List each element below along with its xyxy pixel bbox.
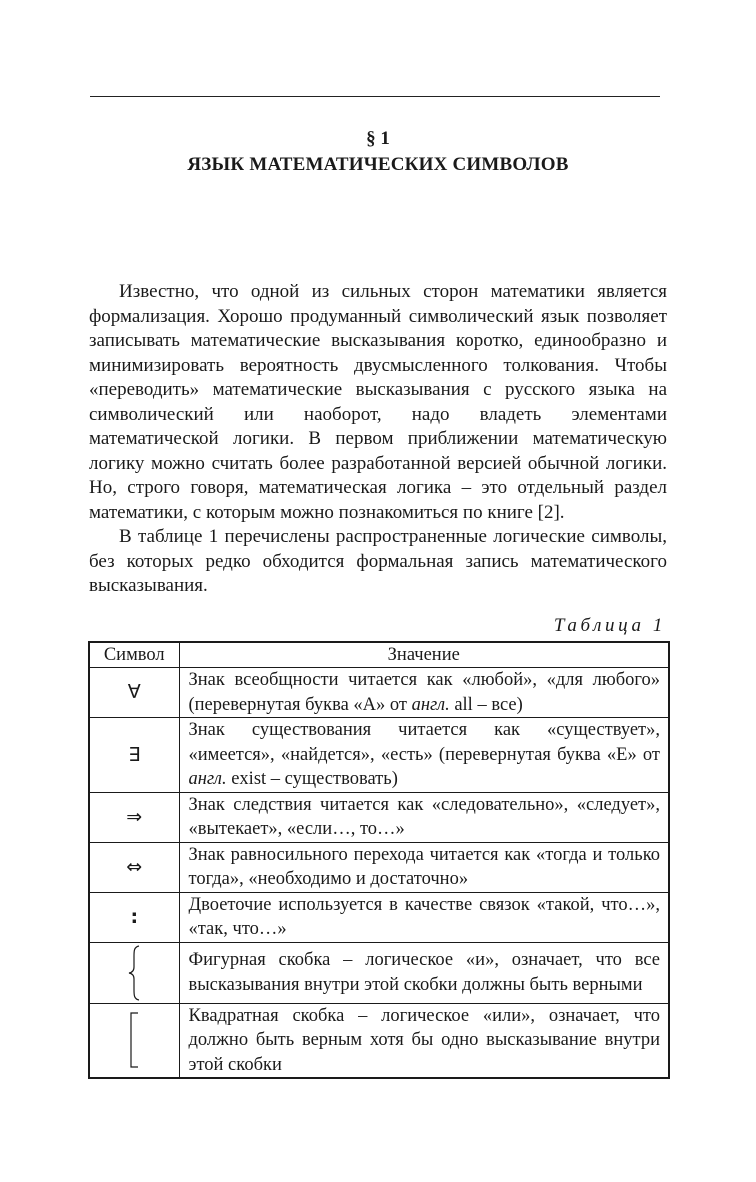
- meaning-abbrev: англ.: [411, 694, 450, 715]
- body-text: [89, 280, 667, 599]
- table-row: [89, 792, 669, 842]
- symbol-for-all: ∀: [89, 668, 179, 718]
- table-row: [89, 668, 669, 718]
- meaning-text-end: all – все): [449, 694, 523, 715]
- table-header-row: [89, 642, 669, 668]
- section-title: ЯЗЫК МАТЕМАТИЧЕСКИХ СИМВОЛОВ: [187, 154, 569, 175]
- meaning-cell: Знак равносильного перехода читается как «тогда и только тогда», «необходимо и достаточно»: [179, 842, 669, 892]
- symbol-square-bracket: [89, 1003, 179, 1078]
- section-number: § 1: [366, 128, 390, 149]
- header-symbol: Символ: [89, 642, 179, 668]
- meaning-cell: Фигурная скобка – логическое «и», означает, что все высказывания внутри этой скобки должны быть верными: [179, 942, 669, 1003]
- table-caption: Таблица 1: [553, 615, 666, 636]
- meaning-cell: Двоеточие используется в качестве связок «такой, что…», «так, что…»: [179, 892, 669, 942]
- meaning-cell: Квадратная скобка – логическое «или», означает, что должно быть верным хотя бы одно высказывание внутри этой скобки: [179, 1003, 669, 1078]
- meaning-abbrev: англ.: [188, 769, 227, 789]
- meaning-cell: [179, 668, 669, 718]
- table-row: [89, 892, 669, 942]
- symbol-implies: ⇒: [89, 792, 179, 842]
- symbol-iff: ⇔: [89, 842, 179, 892]
- header-meaning: Значение: [179, 642, 669, 668]
- symbol-colon: :: [89, 892, 179, 942]
- table-row: [89, 718, 669, 793]
- symbols-table: [88, 641, 670, 1079]
- table-row: [89, 942, 669, 1003]
- meaning-cell: [179, 718, 669, 793]
- symbol-exists: ∃: [89, 718, 179, 793]
- meaning-cell: Знак следствия читается как «следовательно», «следует», «вытекает», «если…, то…»: [179, 792, 669, 842]
- header-rule: [90, 96, 660, 97]
- meaning-text: Знак всеобщности читается как «любой», «для любого» (перевернутая буква «А» от: [188, 670, 660, 715]
- square-bracket-icon: [125, 1010, 143, 1070]
- meaning-text: Знак существования читается как «существует», «имеется», «найдется», «есть» (перевернутая буква «Е» от: [188, 720, 660, 765]
- paragraph: Известно, что одной из сильных сторон математики является формализация. Хорошо продуманный символический язык позволяет записывать математические высказывания коротко, единообразно и минимизировать вероятность двусмысленного толкования. Чтобы «переводить» математические высказывания с русского языка на символический или наоборот, надо владеть элементами математической логики. В первом приближении математическую логику можно считать более разработанной версией обычной логики. Но, строго говоря, математическая логика – это отдельный раздел математики, с которым можно познакомиться по книге [2].: [89, 281, 667, 523]
- meaning-text-end: exist – существовать): [226, 769, 398, 789]
- table-row: [89, 842, 669, 892]
- curly-brace-icon: [124, 944, 144, 1002]
- paragraph: В таблице 1 перечислены распространенные логические символы, без которых редко обходится формальная запись математического высказывания.: [89, 526, 667, 596]
- symbol-curly-brace: [89, 942, 179, 1003]
- table-row: [89, 1003, 669, 1078]
